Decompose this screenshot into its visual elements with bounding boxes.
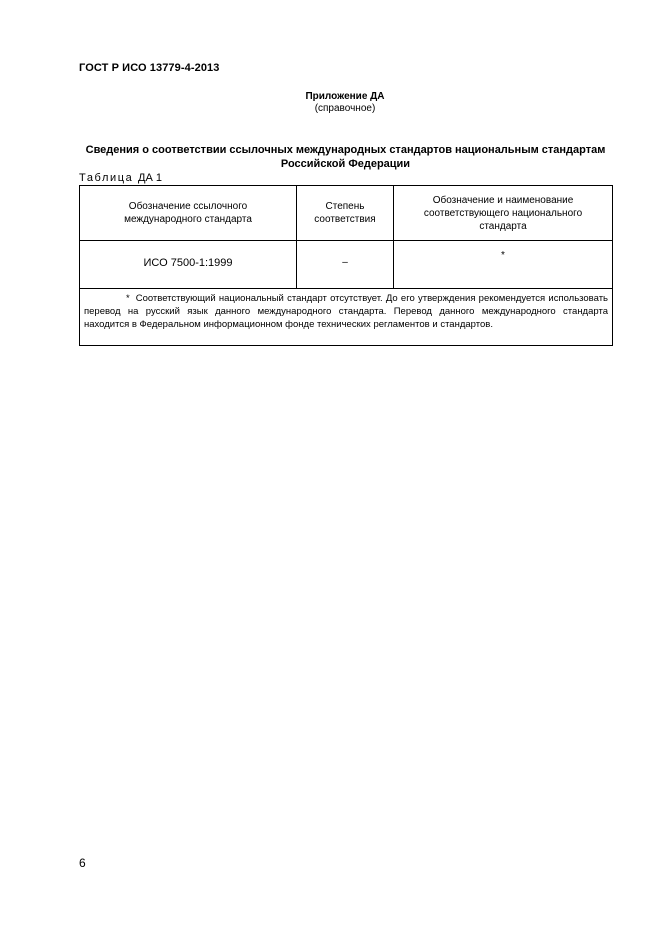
section-heading-line-2: Российской Федерации — [280, 158, 411, 170]
table-label — [79, 172, 162, 184]
correspondence-table — [79, 185, 613, 346]
footnote-text: Соответствующий национальный стандарт отсутствует. До его утверждения рекомендуется использовать перевод на русский язык данного международного стандарта. Перевод данного международного стандарта находится в Федеральном информационном фонде технических регламентов и стандартов. — [84, 293, 608, 330]
table-label-word: Таблица — [79, 172, 134, 184]
appendix-title-block — [0, 91, 661, 115]
cell-degree-of-correspondence — [297, 241, 394, 289]
header-degree-of-correspondence-text: Степень соответствия — [314, 201, 376, 225]
table-header-row — [80, 186, 613, 241]
footnote-marker: * — [126, 293, 130, 304]
table-footnote — [80, 289, 613, 346]
header-national-standard-text: Обозначение и наименование соответствующего национального стандарта — [423, 194, 583, 232]
section-heading — [79, 143, 612, 171]
table-footnote-row — [80, 289, 613, 346]
page-number: 6 — [79, 856, 86, 870]
appendix-title: Приложение ДА — [305, 91, 385, 102]
document-code: ГОСТ Р ИСО 13779-4-2013 — [79, 62, 220, 74]
cell-international-standard-text: ИСО 7500-1:1999 — [143, 257, 233, 269]
header-international-standard-text: Обозначение ссылочного международного стандарта — [124, 201, 252, 225]
cell-national-standard-text: * — [501, 250, 505, 261]
table-row — [80, 241, 613, 289]
header-international-standard — [80, 186, 297, 241]
cell-international-standard — [80, 241, 297, 289]
section-heading-line-1: Сведения о соответствии ссылочных международных стандартов национальным стандартам — [85, 144, 606, 156]
header-national-standard — [394, 186, 613, 241]
table-label-number: ДА 1 — [138, 172, 162, 184]
appendix-subtitle: (справочное) — [314, 103, 376, 114]
cell-national-standard — [394, 241, 613, 289]
cell-degree-of-correspondence-text: – — [342, 257, 348, 268]
header-degree-of-correspondence — [297, 186, 394, 241]
